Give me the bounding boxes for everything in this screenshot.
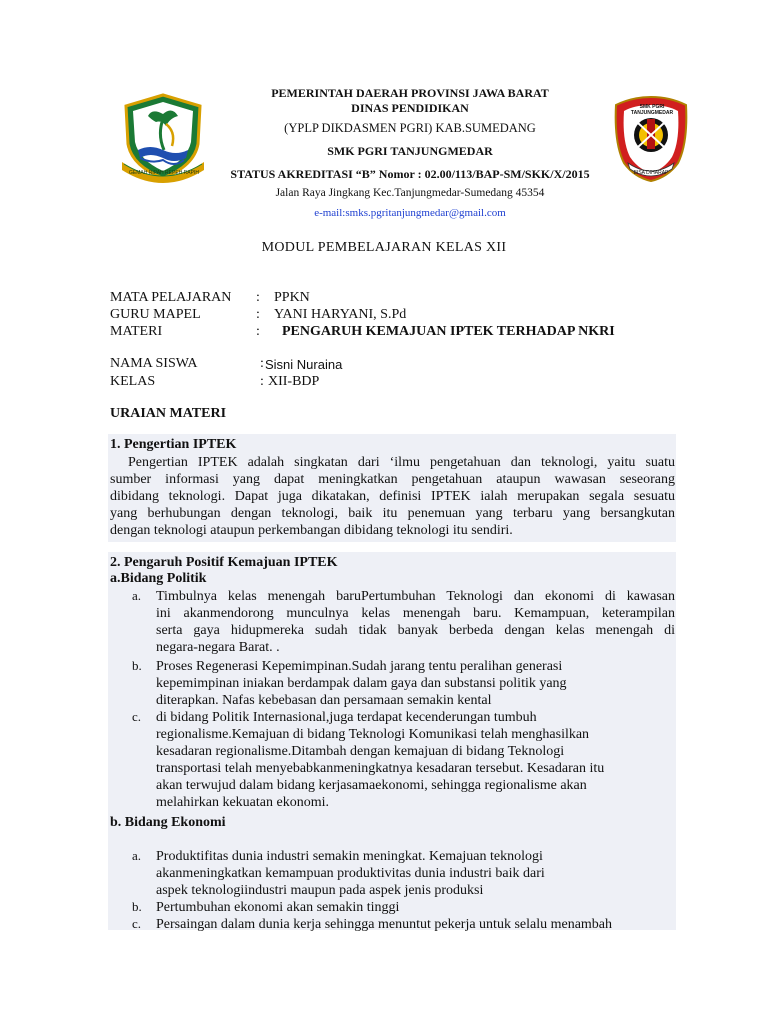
list-item [110,899,675,916]
letterhead-address: Jalan Raya Jingkang Kec.Tanjungmedar-Sumedang 45354 [275,187,545,199]
paragraph-line: dengan teknologi ataupun perkembangan dibidang teknologi itu sendiri. [110,523,513,538]
info-label: MATERI [110,324,163,339]
logo-right-top-text: SMK PGRI TANJUNGMEDAR [630,104,674,116]
list-item [110,658,675,709]
info-label: MATA PELAJARAN [110,290,232,305]
list-marker: b. [132,899,142,914]
list-line: melahirkan kekuatan ekonomi. [156,795,329,810]
info-value: XII-BDP [268,374,320,389]
section2-heading: 2. Pengaruh Positif Kemajuan IPTEK [110,555,338,570]
section-uraian-heading: URAIAN MATERI [110,406,227,421]
paragraph-line: sumber informasi yang dapat meningkatkan pengetahuan ataupun wawasan seseorang [110,472,675,487]
paragraph-line: yang berhubungan dengan teknologi, baik itu penemuan yang terbaru yang bersangkutan [110,506,675,521]
letterhead-foundation: (YPLP DIKDASMEN PGRI) KAB.SUMEDANG [284,121,536,135]
letterhead-department: DINAS PENDIDIKAN [351,101,469,115]
list-line: regionalisme.Kemajuan di bidang Teknologi Komunikasi telah menghasilkan [156,727,590,742]
module-info [110,290,670,400]
info-label: GURU MAPEL [110,307,201,322]
paragraph-line: dibidang teknologi. Dapat juga dikatakan, definisi IPTEK ialah merupakan segala sesuatu [110,489,675,504]
letterhead-school-name: SMK PGRI TANJUNGMEDAR [327,144,493,158]
list-line: Persaingan dalam dunia kerja sehingga menuntut pekerja untuk selalu menambah [156,917,613,932]
list-item [110,916,675,933]
subheading-ekonomi: b. Bidang Ekonomi [110,815,226,830]
list-line: diterapkan. Nafas kebebasan dan persamaan semakin kental [156,693,492,708]
info-value: YANI HARYANI, S.Pd [274,307,407,322]
info-colon: : [256,290,260,305]
logo-right-bottom-text: BISA DIHARAP [633,170,669,176]
letterhead-email-link[interactable]: e-mail:smks.pgritanjungmedar@gmail.com [314,207,506,219]
list-line: serta gaya hidupmereka sudah tidak banyak berbeda dengan kelas menengah di [156,623,675,638]
list-line: kepemimpinan iniakan berdampak dalam gaya dan substansi politik yang [156,676,567,691]
info-value: Sisni Nuraina [265,357,343,372]
list-line: akan terwujud dalam bidang kerjasamaekonomi, sehingga regionalisme akan [156,778,587,793]
list-marker: c. [132,709,142,724]
info-row-teacher [110,307,670,324]
list-item [110,588,675,656]
list-line: kesadaran regionalisme.Ditambah dengan kemajuan di bidang Teknologi [156,744,565,759]
list-line: di bidang Politik Internasional,juga terdapat kecenderungan tumbuh [156,710,537,725]
list-line: negara-negara Barat. . [156,640,280,655]
list-line: Produktifitas dunia industri semakin meningkat. Kemajuan teknologi [156,849,543,864]
list-marker: a. [132,588,142,603]
list-item [110,848,675,899]
info-colon: : [256,324,260,339]
info-row-material [110,324,670,341]
list-line: akanmeningkatkan kemampuan produktivitas dunia industri baik dari [156,866,545,881]
list-line: transportasi telah menyebabkanmeningkatnya kesadaran tersebut. Kesadaran itu [156,761,605,776]
section1-heading: 1. Pengertian IPTEK [110,437,237,452]
info-label: NAMA SISWA [110,356,198,371]
list-marker: a. [132,848,142,863]
info-row-class [110,374,670,391]
ekonomi-list [110,848,675,933]
paragraph-line: Pengertian IPTEK adalah singkatan dari ‘ilmu pengetahuan dan teknologi, yaitu suatu [128,455,675,470]
list-item [110,709,675,811]
subheading-politik: a.Bidang Politik [110,571,207,586]
list-line: Pertumbuhan ekonomi akan semakin tinggi [156,900,400,915]
info-value: PPKN [274,290,310,305]
logo-left-motto: GEMAH RIPAH REPEH RAPIH [129,170,199,176]
letterhead-accreditation: STATUS AKREDITASI “B” Nomor : 02.00/113/BAP-SM/SKK/X/2015 [230,167,590,181]
letterhead-government: PEMERINTAH DAERAH PROVINSI JAWA BARAT [271,86,549,100]
info-value: PENGARUH KEMAJUAN IPTEK TERHADAP NKRI [282,324,615,339]
list-marker: b. [132,658,142,673]
list-line: Proses Regenerasi Kepemimpinan.Sudah jarang tentu peralihan generasi [156,659,563,674]
section1-paragraph [110,454,675,539]
list-line: aspek teknologiindustri maupun pada aspek jenis produksi [156,883,484,898]
info-colon: : [260,356,264,371]
info-colon: : [260,374,264,389]
list-line: ini akanmendorong munculnya kelas menengah baru. Kemampuan, keterampilan [156,606,675,621]
info-row-student [110,356,670,373]
info-row-subject [110,290,670,307]
info-label: KELAS [110,374,156,389]
info-colon: : [256,307,260,322]
letterhead [210,86,610,221]
politik-list [110,588,675,811]
list-line: Timbulnya kelas menengah baruPertumbuhan Teknologi dan ekonomi di kawasan [156,589,675,604]
list-marker: c. [132,916,142,931]
module-title: MODUL PEMBELAJARAN KELAS XII [261,240,507,255]
